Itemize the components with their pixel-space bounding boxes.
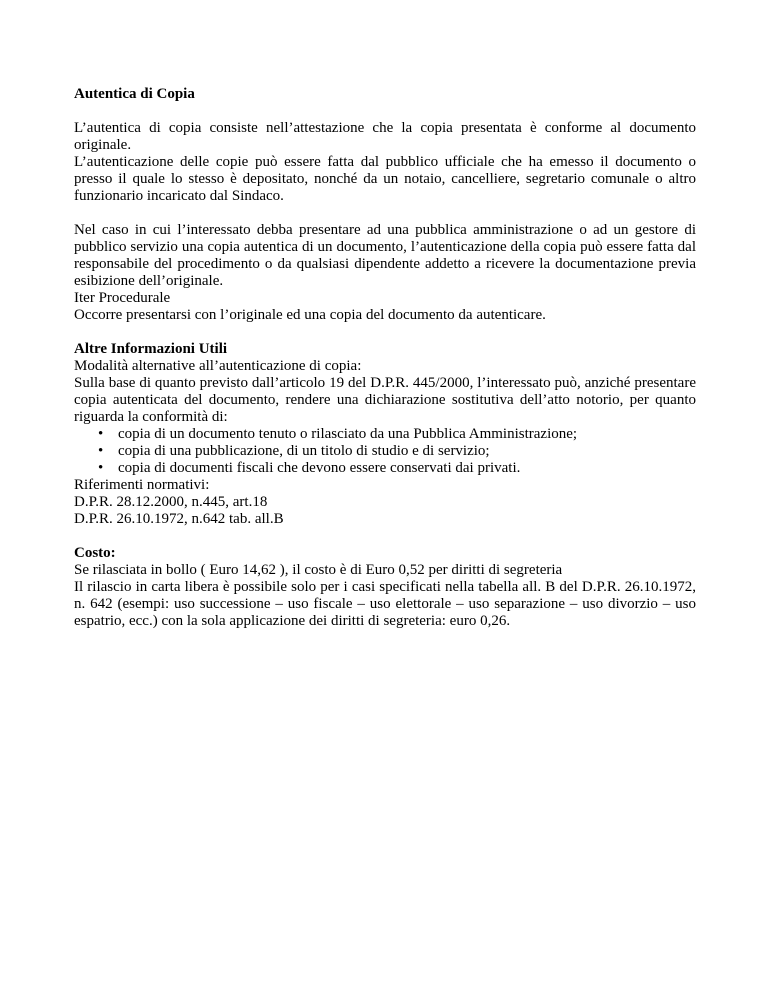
document-page	[74, 86, 696, 630]
bullet-icon: •	[98, 443, 104, 459]
bullet-icon: •	[98, 460, 104, 476]
altre-info-heading: Altre Informazioni Utili	[74, 341, 228, 357]
list-item-text: copia di una pubblicazione, di un titolo di studio e di servizio;	[118, 443, 490, 459]
spacer	[74, 528, 696, 545]
list-item-text: copia di un documento tenuto o rilasciato da una Pubblica Amministrazione;	[118, 426, 578, 442]
list-item-text: copia di documenti fiscali che devono essere conservati dai privati.	[118, 460, 521, 476]
riferimenti-label: Riferimenti normativi:	[74, 477, 210, 493]
section2-paragraph: Nel caso in cui l’interessato debba presentare ad una pubblica amministrazione o ad un gestore di pubblico servizio una copia autentica di un documento, l’autenticazione della copia può essere fatta dal responsabile del procedimento o da qualsiasi dipendente addetto a ricevere la documentazione previa esibizione dell’originale.	[74, 222, 696, 289]
riferimento-1: D.P.R. 28.12.2000, n.445, art.18	[74, 494, 268, 510]
list-item	[98, 443, 696, 460]
costo-bollo: Se rilasciata in bollo ( Euro 14,62 ), il costo è di Euro 0,52 per diritti di segreteria	[74, 562, 563, 578]
spacer	[74, 205, 696, 222]
iter-procedurale-text: Occorre presentarsi con l’originale ed una copia del documento da autenticare.	[74, 307, 546, 323]
intro-paragraph-1: L’autentica di copia consiste nell’attestazione che la copia presentata è conforme al documento originale.	[74, 120, 696, 153]
intro-paragraph-2: L’autenticazione delle copie può essere fatta dal pubblico ufficiale che ha emesso il documento o presso il quale lo stesso è depositato, nonché da un notaio, cancelliere, segretario comunale o altro funzionario incaricato dal Sindaco.	[74, 154, 696, 204]
costo-carta-libera: Il rilascio in carta libera è possibile solo per i casi specificati nella tabella all. B del D.P.R. 26.10.1972, n. 642 (esempi: uso successione – uso fiscale – uso elettorale – uso separazione – uso divorzio – uso espatrio, ecc.) con la sola applicazione dei diritti di segreteria: euro 0,26.	[74, 579, 696, 629]
costo-heading: Costo:	[74, 545, 116, 561]
riferimento-2: D.P.R. 26.10.1972, n.642 tab. all.B	[74, 511, 284, 527]
spacer	[74, 324, 696, 341]
list-item	[98, 460, 696, 477]
list-item	[98, 426, 696, 443]
altre-info-body: Sulla base di quanto previsto dall’articolo 19 del D.P.R. 445/2000, l’interessato può, anziché presentare copia autenticata del documento, rendere una dichiarazione sostitutiva dell’atto notorio, per quanto riguarda la conformità di:	[74, 375, 696, 425]
document-title: Autentica di Copia	[74, 86, 195, 102]
iter-procedurale-label: Iter Procedurale	[74, 290, 171, 306]
bullet-icon: •	[98, 426, 104, 442]
conformita-list	[74, 426, 696, 477]
altre-info-subheading: Modalità alternative all’autenticazione di copia:	[74, 358, 362, 374]
